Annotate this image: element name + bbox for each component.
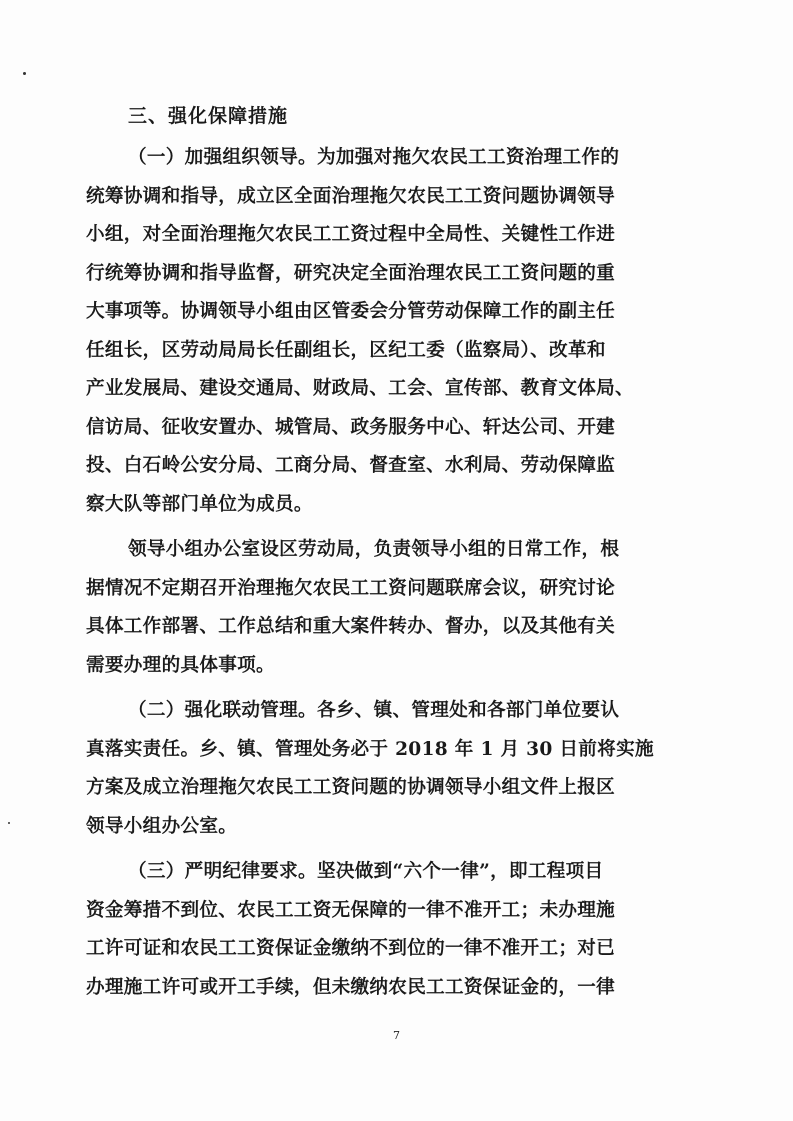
text-line: 任组长，区劳动局局长任副组长，区纪工委（监察局）、改革和 xyxy=(86,339,606,361)
text-line: 领导小组办公室。 xyxy=(86,815,238,837)
text-line: 真落实责任。乡、镇、管理处务必于 2018 年 1 月 30 日前将实施 xyxy=(86,738,654,760)
paragraph-office xyxy=(86,531,678,685)
text-line: （三）严明纪律要求。坚决做到“六个一律”，即工程项目 xyxy=(128,861,604,882)
text-line: 大事项等。协调领导小组由区管委会分管劳动保障工作的副主任 xyxy=(86,301,616,322)
text-line: 需要办理的具体事项。 xyxy=(86,654,275,676)
text-line: （一）加强组织领导。为加强对拖欠农民工工资治理工作的 xyxy=(128,147,620,168)
text-line: 察大队等部门单位为成员。 xyxy=(86,493,313,515)
text-line: （二）强化联动管理。各乡、镇、管理处和各部门单位要认 xyxy=(128,700,620,721)
scan-speck xyxy=(8,822,10,824)
paragraph-discipline xyxy=(86,853,678,1007)
paragraph-organization-leadership xyxy=(86,139,678,524)
document-body xyxy=(86,103,678,1007)
text-line: 信访局、征收安置办、城管局、政务服务中心、轩达公司、开建 xyxy=(86,416,616,438)
text-line: 具体工作部署、工作总结和重大案件转办、督办，以及其他有关 xyxy=(86,616,616,637)
text-line: 方案及成立治理拖欠农民工工资问题的协调领导小组文件上报区 xyxy=(86,777,616,798)
text-line: 工许可证和农民工工资保证金缴纳不到位的一律不准开工；对已 xyxy=(86,938,616,959)
scan-speck xyxy=(23,72,26,75)
text-line: 产业发展局、建设交通局、财政局、工会、宣传部、教育文体局、 xyxy=(86,378,634,399)
text-line: 统筹协调和指导，成立区全面治理拖欠农民工工资问题协调领导 xyxy=(86,185,616,207)
text-line: 投、白石岭公安分局、工商分局、督查室、水利局、劳动保障监 xyxy=(86,455,616,476)
text-line: 资金筹措不到位、农民工工资无保障的一律不准开工；未办理施 xyxy=(86,899,616,921)
text-line: 办理施工许可或开工手续，但未缴纳农民工工资保证金的，一律 xyxy=(86,976,616,998)
text-line: 行统筹协调和指导监督，研究决定全面治理农民工工资问题的重 xyxy=(86,262,616,284)
text-line: 小组，对全面治理拖欠农民工工资过程中全局性、关键性工作进 xyxy=(86,224,616,245)
section-heading: 三、强化保障措施 xyxy=(128,105,289,127)
page-number: 7 xyxy=(393,1029,400,1042)
text-line: 领导小组办公室设区劳动局，负责领导小组的日常工作，根 xyxy=(128,539,620,560)
text-line: 据情况不定期召开治理拖欠农民工工资问题联席会议，研究讨论 xyxy=(86,577,616,599)
paragraph-linkage-management xyxy=(86,692,678,846)
